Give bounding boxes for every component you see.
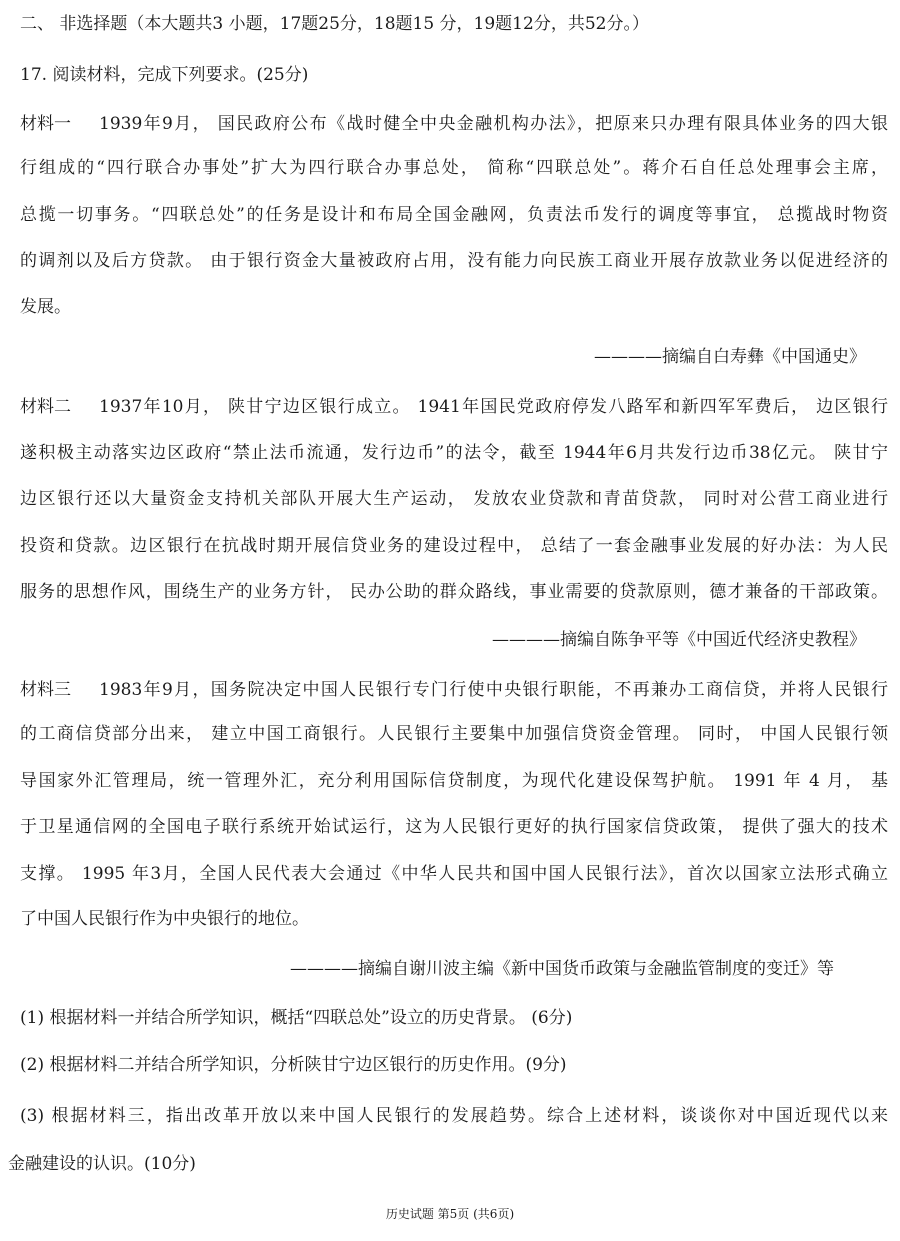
material3-line-3: 导国家外汇管理局，统一管理外汇，充分利用国际信贷制度，为现代化建设保驾护航。 1991 年 4 月， 基 [20,771,888,791]
question-17-title: 17. 阅读材料，完成下列要求。(25分) [20,65,309,85]
material2-line-1 [20,395,888,419]
sub-question-1: (1) 根据材料一并结合所学知识，概括“四联总处”设立的历史背景。 (6分) [20,1008,573,1028]
material1-source: ————摘编自白寿彝《中国通史》 [594,347,866,367]
sub-question-2: (2) 根据材料二并结合所学知识，分析陕甘宁边区银行的历史作用。(9分) [20,1055,567,1075]
material3-line-1 [20,678,888,702]
material1-label: 材料一 [20,114,71,134]
material1-line-1 [20,112,888,136]
material2-line-5: 服务的思想作风，围绕生产的业务方针， 民办公助的群众路线，事业需要的贷款原则，德才兼备的干部政策。 [20,582,888,602]
material3-line-6: 了中国人民银行作为中央银行的地位。 [20,909,309,929]
material1-line-2: 行组成的“四行联合办事处”扩大为四行联合办事总处， 简称“四联总处”。蒋介石自任总处理事会主席， [20,158,888,178]
material3-line-2: 的工商信贷部分出来， 建立中国工商银行。人民银行主要集中加强信贷资金管理。 同时， 中国人民银行领 [20,724,888,744]
section-header: 二、 非选择题（本大题共3 小题，17题25分，18题15 分，19题12分，共52分。） [20,14,649,34]
material1-line-3: 总揽一切事务。“四联总处”的任务是设计和布局全国金融网，负责法币发行的调度等事宜， 总揽战时物资 [20,205,888,225]
material2-text-1: 1937年10月， 陕甘宁边区银行成立。 1941年国民党政府停发八路军和新四军军费后， 边区银行 [99,397,888,417]
material1-line-5: 发展。 [20,297,71,317]
material3-label: 材料三 [20,680,71,700]
material2-label: 材料二 [20,397,71,417]
sub-question-3-line-2: 金融建设的认识。(10分) [8,1154,196,1174]
material2-line-2: 遂积极主动落实边区政府“禁止法币流通，发行边币”的法令，截至 1944年6月共发行边币38亿元。 陕甘宁 [20,443,888,463]
material1-line-4: 的调剂以及后方贷款。 由于银行资金大量被政府占用，没有能力向民族工商业开展存放款业务以促进经济的 [20,251,888,271]
material3-line-4: 于卫星通信网的全国电子联行系统开始试运行，这为人民银行更好的执行国家信贷政策， 提供了强大的技术 [20,817,888,837]
material3-text-1: 1983年9月，国务院决定中国人民银行专门行使中央银行职能，不再兼办工商信贷，并将人民银行 [99,680,888,700]
material1-text-1: 1939年9月， 国民政府公布《战时健全中央金融机构办法》，把原来只办理有限具体业务的四大银 [99,114,888,134]
material2-line-3: 边区银行还以大量资金支持机关部队开展大生产运动， 发放农业贷款和青苗贷款， 同时对公营工商业进行 [20,489,888,509]
sub-question-3-line-1: (3) 根据材料三，指出改革开放以来中国人民银行的发展趋势。综合上述材料，谈谈你对中国近现代以来 [20,1106,888,1126]
page-footer: 历史试题 第5页 (共6页) [385,1207,515,1221]
material3-source: ————摘编自谢川波主编《新中国货币政策与金融监管制度的变迁》等 [290,959,834,979]
material3-line-5: 支撑。 1995 年3月，全国人民代表大会通过《中华人民共和国中国人民银行法》，首次以国家立法形式确立 [20,864,888,884]
material2-source: ————摘编自陈争平等《中国近代经济史教程》 [492,630,866,650]
material2-line-4: 投资和贷款。边区银行在抗战时期开展信贷业务的建设过程中， 总结了一套金融事业发展的好办法：为人民 [20,536,888,556]
